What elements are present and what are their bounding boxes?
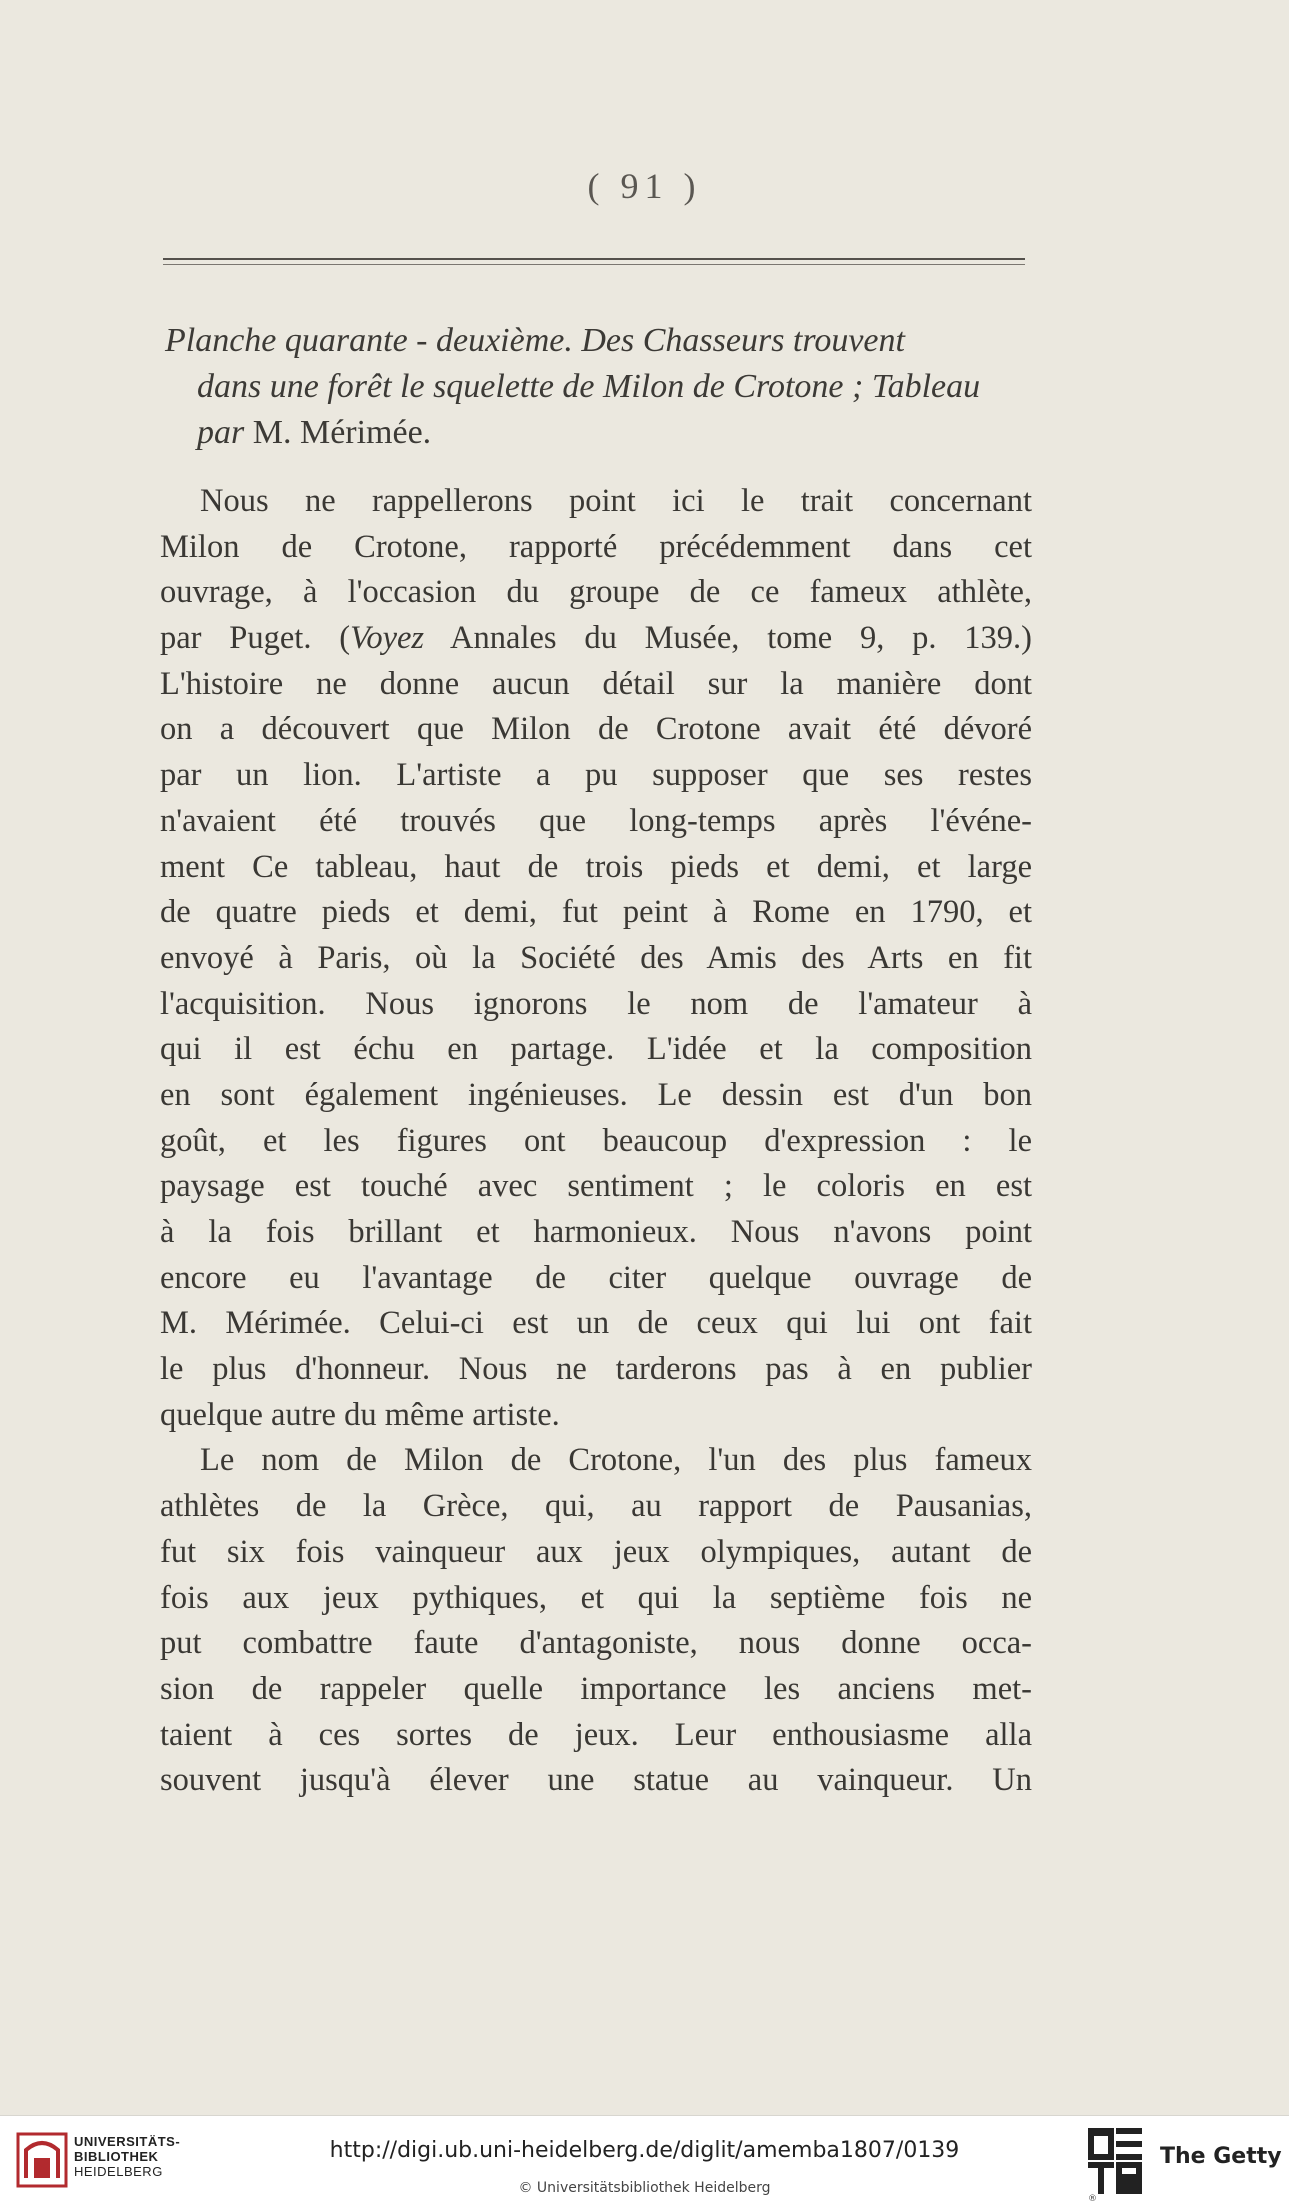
text-line: Milon de Crotone, rapporté précédemment dans cet [160,528,1032,565]
text-line: goût, et les figures ont beaucoup d'expression : le [160,1122,1032,1159]
getty-logo-icon [1088,2128,1142,2194]
text-line: taient à ces sortes de jeux. Leur enthousiasme alla [160,1716,1032,1753]
text-line: paysage est touché avec sentiment ; le coloris en est [160,1168,1032,1205]
text-line: ouvrage, à l'occasion du groupe de ce fameux athlète, [160,574,1032,611]
text-line: ment Ce tableau, haut de trois pieds et demi, et large [160,848,1032,885]
text-line: l'acquisition. Nous ignorons le nom de l'amateur à [160,985,1032,1022]
text-line: quelque autre du même artiste. [160,1396,560,1433]
text-line: athlètes de la Grèce, qui, au rapport de Pausanias, [160,1488,1032,1525]
text-line: Nous ne rappellerons point ici le trait concernant [200,483,1032,519]
text-line: par un lion. L'artiste a pu supposer que ses restes [160,757,1032,794]
text-line: qui il est échu en partage. L'idée et la composition [160,1031,1032,1068]
text-line: souvent jusqu'à élever une statue au vainqueur. Un [160,1762,1032,1799]
text-line [160,616,1032,662]
text-line: à la fois brillant et harmonieux. Nous n'avons point [160,1214,1032,1250]
header-rule-thin [163,264,1025,265]
text-line: M. Mérimée. Celui-ci est un de ceux qui lui ont fait [160,1305,1032,1342]
text-line: on a découvert que Milon de Crotone avait été dévoré [160,711,1032,748]
text-line: de quatre pieds et demi, fut peint à Rome en 1790, et [160,894,1032,931]
header-rule [163,258,1025,260]
caption-line: Planche quarante - deuxième. Des Chasseurs trouvent [165,322,905,359]
text-line: encore eu l'avantage de citer quelque ouvrage de [160,1259,1032,1296]
library-line: BIBLIOTHEK [74,2149,159,2164]
text-line: envoyé à Paris, où la Société des Amis des Arts en fit [160,939,1032,976]
registered-mark: ® [1088,2194,1097,2204]
plate-caption [165,318,1037,456]
viewer-footer [0,2115,1289,2210]
caption-line: dans une forêt le squelette de Milon de Crotone ; Tableau [197,368,981,405]
text-line: sion de rappeler quelle importance les anciens met- [160,1670,1032,1707]
permalink-url[interactable]: http://digi.ub.uni-heidelberg.de/diglit/amemba1807/0139 [329,2138,960,2163]
text-line: put combattre faute d'antagoniste, nous donne occa- [160,1625,1032,1662]
caption-line [165,410,1037,456]
text-line: L'histoire ne donne aucun détail sur la manière dont [160,665,1032,702]
library-line: UNIVERSITÄTS- [74,2134,181,2149]
text-italic: Voyez [350,620,425,657]
text-fragment: Annales du Musée, tome 9, p. 139.) [424,620,1032,657]
caption-author: M. Mérimée. [252,414,432,451]
text-line: n'avaient été trouvés que long-temps après l'événe- [160,802,1032,839]
body-text [160,479,1032,1804]
text-fragment: par Puget. ( [160,620,351,657]
page-number: ( 91 ) [587,166,702,206]
sponsor-name: The Getty [1160,2144,1282,2169]
text-line: fois aux jeux pythiques, et qui la septième fois ne [160,1579,1032,1616]
text-line: Le nom de Milon de Crotone, l'un des plus fameux [200,1442,1032,1479]
text-line: le plus d'honneur. Nous ne tarderons pas à en publier [160,1351,1032,1388]
caption-par: par [197,414,245,451]
text-line: fut six fois vainqueur aux jeux olympiques, autant de [160,1533,1032,1570]
text-line: en sont également ingénieuses. Le dessin est d'un bon [160,1076,1032,1113]
copyright-notice: © Universitätsbibliothek Heidelberg [518,2180,771,2196]
library-line: HEIDELBERG [74,2164,163,2179]
